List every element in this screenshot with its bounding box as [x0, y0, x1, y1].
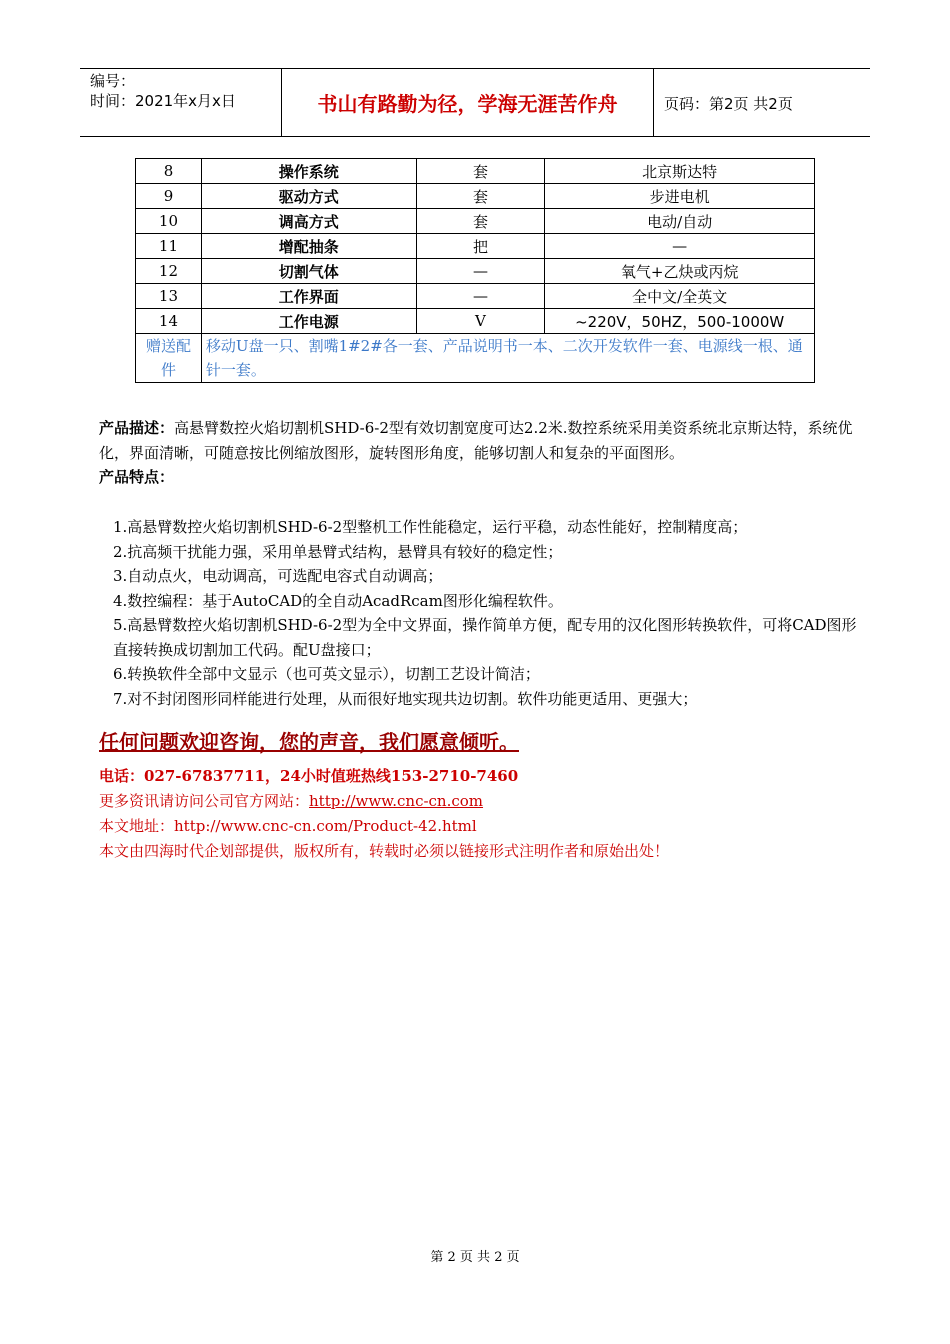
row-name: 切割气体	[201, 259, 416, 284]
row-unit: 套	[416, 159, 545, 184]
contact-block	[99, 764, 669, 864]
row-number: 11	[136, 234, 202, 259]
row-value: —	[545, 234, 815, 259]
table-row	[136, 159, 815, 184]
list-item: 1.高悬臂数控火焰切割机SHD-6-2型整机工作性能稳定，运行平稳，动态性能好，控制精度高；	[113, 518, 748, 536]
copyright-note: 本文由四海时代企划部提供，版权所有，转载时必须以链接形式注明作者和原始出处！	[99, 842, 670, 860]
table-row	[136, 184, 815, 209]
header-motto: 书山有路勤为径，学海无涯苦作舟	[281, 69, 654, 136]
features-list	[113, 515, 858, 711]
site-link[interactable]: http://www.cnc-cn.com	[309, 792, 484, 810]
row-unit: 套	[416, 209, 545, 234]
cta-heading: 任何问题欢迎咨询，您的声音，我们愿意倾听。	[99, 730, 519, 754]
row-unit: —	[416, 259, 545, 284]
row-name: 驱动方式	[201, 184, 416, 209]
page-header	[80, 68, 870, 137]
row-number: 9	[136, 184, 202, 209]
spec-table	[135, 158, 815, 383]
row-value: 全中文/全英文	[545, 284, 815, 309]
article-url: 本文地址：http://www.cnc-cn.com/Product-42.html	[99, 817, 477, 835]
row-unit: 把	[416, 234, 545, 259]
row-number: 13	[136, 284, 202, 309]
list-item: 7.对不封闭图形同样能进行处理，从而很好地实现共边切割。软件功能更适用、更强大；	[113, 689, 698, 708]
time-label: 时间：2021年x月x日	[90, 92, 236, 110]
row-name: 操作系统	[201, 159, 416, 184]
accessory-text: 移动U盘一只、割嘴1#2#各一套、产品说明书一本、二次开发软件一套、电源线一根、通针一套。	[201, 334, 814, 383]
row-unit: 套	[416, 184, 545, 209]
row-number: 8	[136, 159, 202, 184]
row-number: 14	[136, 309, 202, 334]
contact-site	[99, 789, 669, 814]
header-meta	[90, 71, 236, 111]
accessory-row	[136, 334, 815, 383]
row-value: ~220V，50HZ，500-1000W	[545, 309, 815, 334]
row-name: 调高方式	[201, 209, 416, 234]
description-text: 高悬臂数控火焰切割机SHD-6-2型有效切割宽度可达2.2米.数控系统采用美资系统北京斯达特，系统优化，界面清晰，可随意按比例缩放图形，旋转图形角度，能够切割人和复杂的平面图形。	[99, 419, 853, 462]
row-value: 电动/自动	[545, 209, 815, 234]
id-label: 编号：	[90, 72, 136, 90]
row-name: 工作电源	[201, 309, 416, 334]
accessory-label: 赠送配件	[136, 334, 202, 383]
table-row	[136, 259, 815, 284]
row-name: 工作界面	[201, 284, 416, 309]
features-title: 产品特点：	[99, 468, 175, 486]
list-item: 4.数控编程：基于AutoCAD的全自动AcadRcam图形化编程软件。	[113, 591, 563, 610]
row-name: 增配抽条	[201, 234, 416, 259]
table-row	[136, 234, 815, 259]
list-item: 5.高悬臂数控火焰切割机SHD-6-2型为全中文界面，操作简单方便，配专用的汉化图形转换软件，可将CAD图形直接转换成切割加工代码。配U盘接口；	[113, 616, 857, 659]
row-unit: —	[416, 284, 545, 309]
table-row	[136, 284, 815, 309]
row-number: 10	[136, 209, 202, 234]
list-item: 2.抗高频干扰能力强，采用单悬臂式结构，悬臂具有较好的稳定性；	[113, 542, 563, 561]
row-value: 北京斯达特	[545, 159, 815, 184]
table-row	[136, 209, 815, 234]
product-description	[99, 416, 854, 466]
list-item: 6.转换软件全部中文显示（也可英文显示），切割工艺设计简洁；	[113, 665, 540, 683]
row-number: 12	[136, 259, 202, 284]
table-row	[136, 309, 815, 334]
site-prefix: 更多资讯请访问公司官方网站：	[99, 792, 310, 810]
page-footer: 第 2 页 共 2 页	[430, 1250, 520, 1265]
list-item: 3.自动点火，电动调高，可选配电容式自动调高；	[113, 567, 443, 585]
header-page-info: 页码：第2页 共2页	[664, 95, 793, 113]
row-unit: V	[416, 309, 545, 334]
row-value: 氧气+乙炔或丙烷	[545, 259, 815, 284]
contact-phone: 电话：027-67837711，24小时值班热线153-2710-7460	[99, 767, 519, 785]
description-label: 产品描述：	[99, 419, 175, 437]
row-value: 步进电机	[545, 184, 815, 209]
